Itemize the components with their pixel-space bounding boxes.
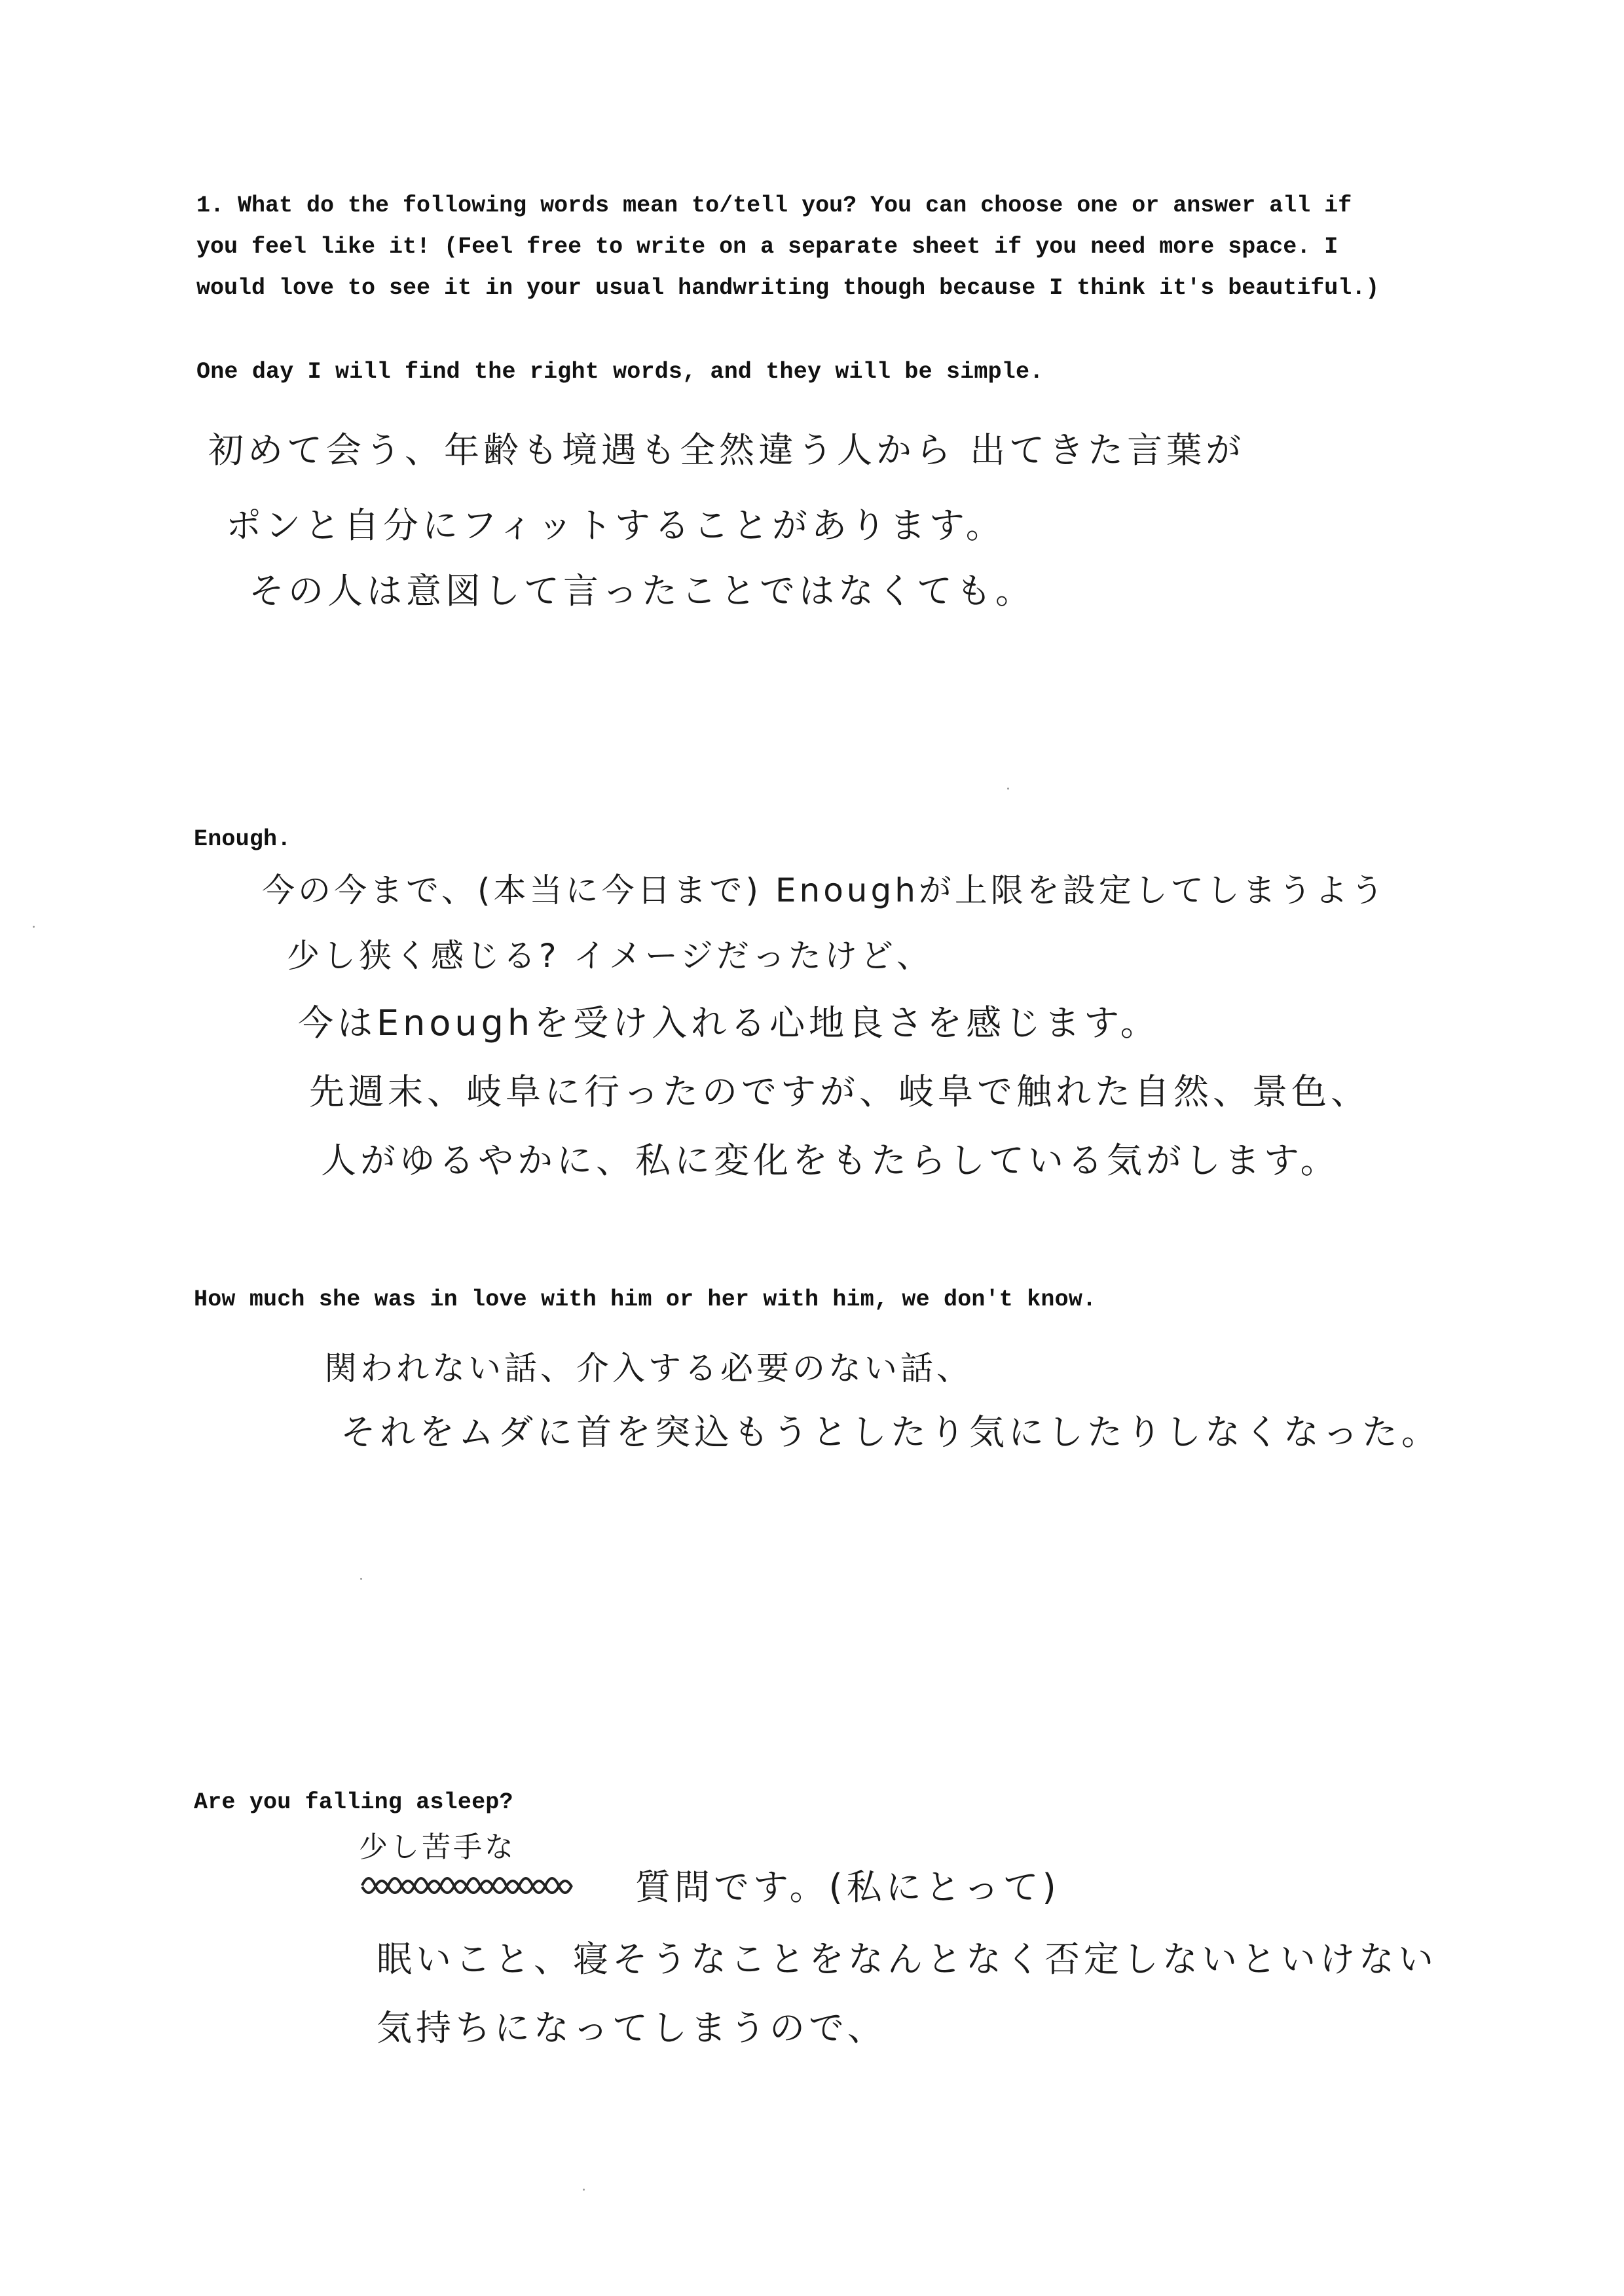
answer-line: その人は意図して言ったことではなくても。 — [249, 570, 1035, 611]
answer-line: 質問です。(私にとって) — [635, 1867, 1060, 1908]
question-intro — [196, 185, 1379, 309]
prompt-right-words: One day I will find the right words, and they will be simple. — [196, 359, 1044, 385]
prompt-in-love: How much she was in love with him or her with him, we don't know. — [194, 1286, 1097, 1313]
answer-line: 先週末、岐阜に行ったのですが、岐阜で触れた自然、景色、 — [309, 1071, 1370, 1112]
answer-line: それをムダに首を突込もうとしたり気にしたりしなくなった。 — [341, 1412, 1441, 1453]
question-line: you feel like it! (Feel free to write on a separate sheet if you need more space. I — [196, 234, 1338, 260]
answer-line: 気持ちになってしまうので、 — [377, 2007, 887, 2049]
prompt-enough: Enough. — [194, 826, 291, 852]
answer-line: 初めて会う、年齢も境遇も全然違う人から 出てきた言葉が — [208, 429, 1246, 471]
answer-line: 眠いこと、寝そうなことをなんとなく否定しないといけない — [377, 1939, 1437, 1980]
answer-line: 今の今まで、(本当に今日まで) Enoughが上限を設定してしまうよう — [262, 871, 1387, 909]
question-line: 1. What do the following words mean to/tell you? You can choose one or answer all if — [196, 192, 1352, 219]
scribble-strikeout — [359, 1866, 581, 1905]
answer-line: 関われない話、介入する必要のない話、 — [324, 1349, 972, 1387]
answer-line: ポンと自分にフィットすることがあります。 — [226, 505, 1005, 546]
scan-speck — [583, 2189, 585, 2191]
scan-speck — [360, 1578, 362, 1580]
scan-speck — [1007, 788, 1009, 790]
question-line: would love to see it in your usual handwriting though because I think it's beautiful.) — [196, 275, 1380, 301]
answer-line: 今はEnoughを受け入れる心地良さを感じます。 — [298, 1002, 1160, 1044]
prompt-falling-asleep: Are you falling asleep? — [194, 1789, 513, 1815]
answer-insert: 少し苦手な — [359, 1831, 516, 1864]
answer-line: 少し狭く感じる? イメージだったけど、 — [287, 937, 932, 975]
scan-speck — [33, 926, 35, 928]
answer-line: 人がゆるやかに、私に変化をもたらしている気がします。 — [321, 1140, 1340, 1181]
